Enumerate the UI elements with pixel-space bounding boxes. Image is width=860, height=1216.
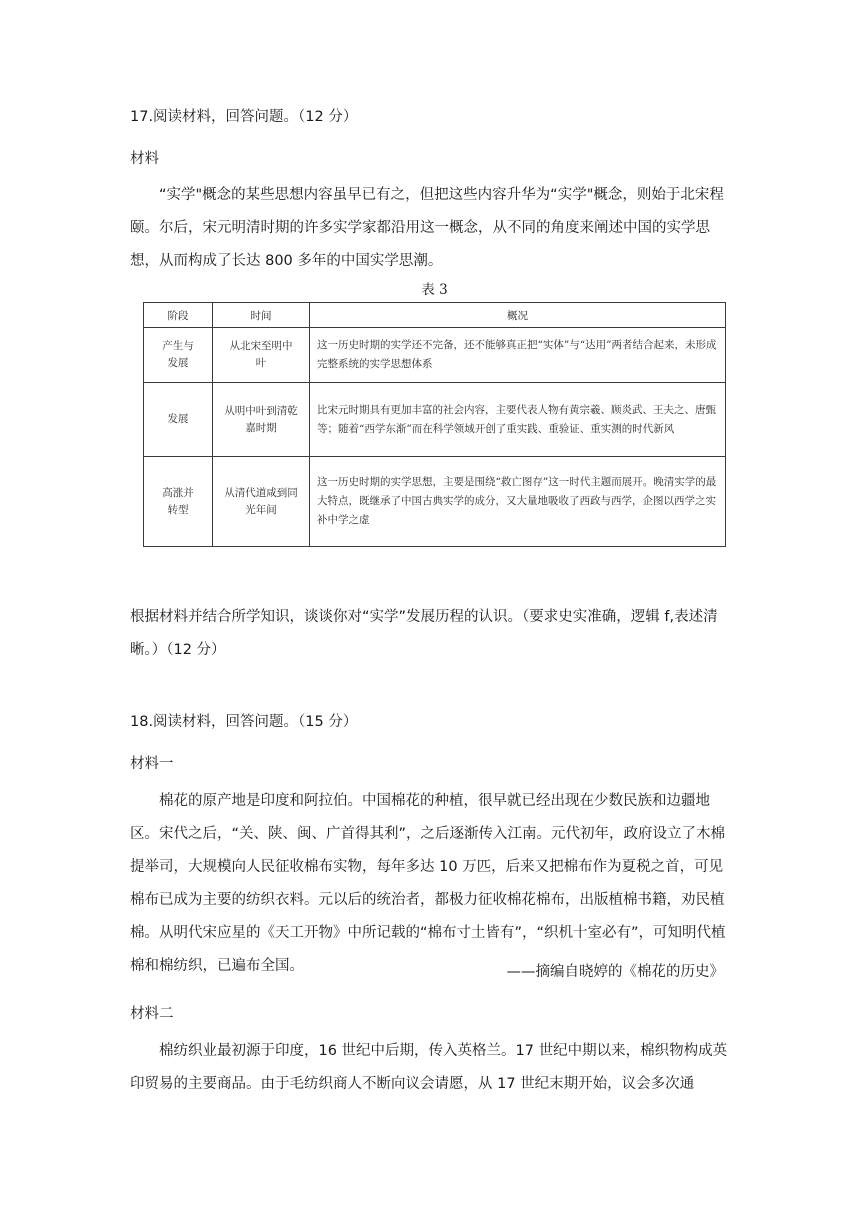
q18-material2-label: 材料二 <box>130 1006 174 1022</box>
q18-header: 18.阅读材料，回答问题。（15 分） <box>130 714 358 730</box>
table-cell-overview: 这一历史时期的实学思想，主要是围绕“救亡图存”这一时代主题而展开。晚清实学的最大特点，既继承了中国古典实学的成分，又大量地吸收了西政与西学，企图以西学之实补中学之虚 <box>310 457 726 547</box>
table-cell-stage: 发展 <box>144 383 213 457</box>
table-row <box>144 328 726 383</box>
time-text: 从北宋至明中叶 <box>229 340 293 369</box>
table-header-overview: 概况 <box>310 303 726 328</box>
stage-text: 产生与发展 <box>162 340 194 369</box>
table-row <box>144 457 726 547</box>
table-cell-time <box>213 457 310 547</box>
table-row <box>144 383 726 457</box>
q17-question: 根据材料并结合所学知识，谈谈你对“实学”发展历程的认识。（要求史实准确，逻辑 f,表述清晰。）（12 分） <box>130 609 718 658</box>
q18-material1-text: 棉花的原产地是印度和阿拉伯。中国棉花的种植，很早就已经出现在少数民族和边疆地区。宋代之后，“关、陕、闽、广首得其利”，之后逐渐传入江南。元代初年，政府设立了木棉提举司，大规模向人民征收棉布实物，每年多达 10 万匹，后来又把棉布作为夏税之首，可见棉布已成为主要的纺织衣料。元以后的统治者，都极力征收棉花棉布，出版植棉书籍，劝民植棉。从明代宋应星的《天工开物》中所记载的“棉布寸土皆有”，“织机十室必有”，可知明代植棉和棉纺织，已遍布全国。 <box>130 793 726 974</box>
table-cell-time <box>213 383 310 457</box>
table-cell-stage <box>144 328 213 383</box>
table-cell-time <box>213 328 310 383</box>
table-cell-overview: 这一历史时期的实学还不完备，还不能够真正把“实体”与“达用”两者结合起来，未形成完整系统的实学思想体系 <box>310 328 726 383</box>
q17-material-label: 材料 <box>130 151 159 167</box>
stage-text: 高涨并转型 <box>162 486 194 516</box>
q18-material2-text: 棉纺织业最初源于印度，16 世纪中后期，传入英格兰。17 世纪中期以来，棉织物构成英印贸易的主要商品。由于毛纺织商人不断向议会请愿，从 17 世纪末期开始，议会多次通 <box>130 1043 728 1092</box>
q18-source1: ——摘编自晓婷的《棉花的历史》 <box>506 964 724 980</box>
time-text: 从清代道咸到同光年间 <box>224 486 298 516</box>
table-header-time: 时间 <box>213 303 310 328</box>
q18-material1-label: 材料一 <box>130 756 174 772</box>
time-text: 从明中叶到清乾嘉时期 <box>224 404 298 434</box>
practical-learning-table <box>143 302 726 547</box>
q17-material-text: “实学"概念的某些思想内容虽早已有之，但把这些内容升华为“实学"概念，则始于北宋程颐。尔后，宋元明清时期的许多实学家都沿用这一概念，从不同的角度来阐述中国的实学思想，从而构成了长达 800 多年的中国实学思潮。 <box>130 187 724 269</box>
table-caption: 表 3 <box>421 282 448 298</box>
table-cell-overview: 比宋元时期具有更加丰富的社会内容，主要代表人物有黄宗羲、顾炎武、王夫之、唐甄等；随着“西学东渐”而在科学领域开创了重实践、重验证、重实测的时代新风 <box>310 383 726 457</box>
table-cell-stage <box>144 457 213 547</box>
table-header-row <box>144 303 726 328</box>
table-header-stage: 阶段 <box>144 303 213 328</box>
q17-header: 17.阅读材料，回答问题。（12 分） <box>130 109 358 125</box>
